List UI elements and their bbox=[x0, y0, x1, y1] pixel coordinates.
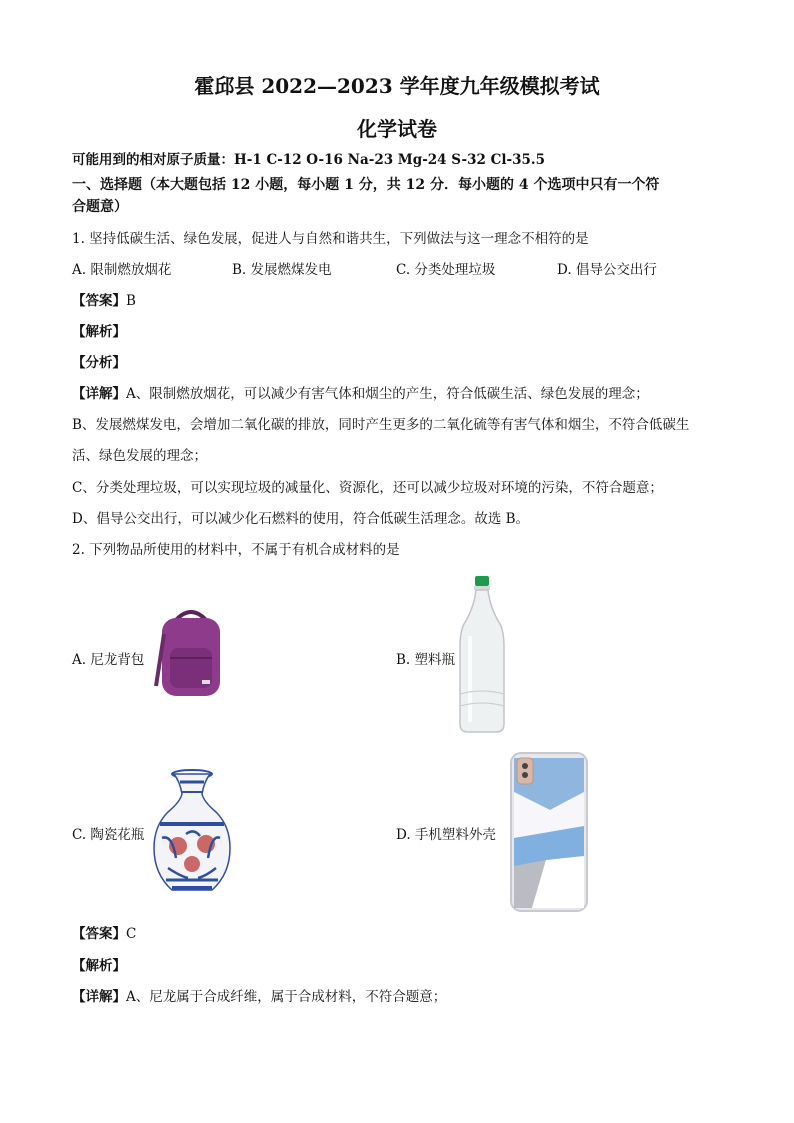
plastic-bottle-image bbox=[458, 576, 506, 734]
q1-jiexi-tag: 【解析】 bbox=[72, 324, 126, 340]
q2-option-c: C. 陶瓷花瓶 bbox=[72, 827, 145, 843]
exam-subtitle: 化学试卷 bbox=[357, 117, 437, 141]
answer-tag: 【答案】 bbox=[72, 293, 126, 309]
q2-answer-value: C bbox=[126, 926, 137, 942]
q2-option-a: A. 尼龙背包 bbox=[72, 652, 145, 668]
backpack-image bbox=[150, 606, 232, 700]
atomic-masses: 可能用到的相对原子质量：H-1 C-12 O-16 Na-23 Mg-24 S-32 Cl-35.5 bbox=[72, 152, 545, 168]
q2-option-d: D. 手机塑料外壳 bbox=[396, 827, 496, 843]
q1-answer-value: B bbox=[126, 293, 136, 309]
porcelain-vase-image bbox=[150, 768, 234, 896]
q1-option-a: A. 限制燃放烟花 bbox=[72, 262, 172, 278]
q2-detail-a bbox=[72, 985, 446, 1005]
q1-detail-d: D、倡导公交出行，可以减少化石燃料的使用，符合低碳生活理念。故选 B。 bbox=[72, 511, 530, 527]
q2-option-b: B. 塑料瓶 bbox=[396, 652, 456, 668]
q1-stem: 1. 坚持低碳生活、绿色发展，促进人与自然和谐共生，下列做法与这一理念不相符的是 bbox=[72, 231, 589, 247]
exam-title: 霍邱县 2022—2023 学年度九年级模拟考试 bbox=[194, 74, 600, 98]
q1-option-d: D. 倡导公交出行 bbox=[557, 262, 657, 278]
q1-detail-b2: 活、绿色发展的理念； bbox=[72, 448, 207, 464]
section-heading-line1: 一、选择题（本大题包括 12 小题，每小题 1 分，共 12 分．每小题的 4 个选项中只有一个符 bbox=[72, 177, 660, 193]
q1-detail-c: C、分类处理垃圾，可以实现垃圾的减量化、资源化，还可以减少垃圾对环境的污染，不符合题意； bbox=[72, 480, 663, 496]
answer-tag: 【答案】 bbox=[72, 926, 126, 942]
q1-answer-line bbox=[72, 289, 136, 309]
q1-option-c: C. 分类处理垃圾 bbox=[396, 262, 496, 278]
q2-detail-a-text: A、尼龙属于合成纤维，属于合成材料，不符合题意； bbox=[126, 989, 447, 1005]
q1-detail-b1: B、发展燃煤发电，会增加二氧化碳的排放，同时产生更多的二氧化硫等有害气体和烟尘，不符合低碳生 bbox=[72, 417, 690, 433]
q2-stem: 2. 下列物品所使用的材料中，不属于有机合成材料的是 bbox=[72, 542, 400, 558]
q1-detail-a-text: A、限制燃放烟花，可以减少有害气体和烟尘的产生，符合低碳生活、绿色发展的理念； bbox=[126, 386, 649, 402]
q1-detail-a bbox=[72, 382, 649, 402]
detail-tag: 【详解】 bbox=[72, 989, 126, 1005]
detail-tag: 【详解】 bbox=[72, 386, 126, 402]
q2-jiexi-tag: 【解析】 bbox=[72, 958, 126, 974]
q1-option-b: B. 发展燃煤发电 bbox=[232, 262, 332, 278]
section-heading-line2: 合题意） bbox=[72, 199, 128, 215]
q1-fenxi-tag: 【分析】 bbox=[72, 355, 126, 371]
phone-case-image bbox=[510, 752, 588, 912]
q2-answer-line bbox=[72, 922, 136, 942]
